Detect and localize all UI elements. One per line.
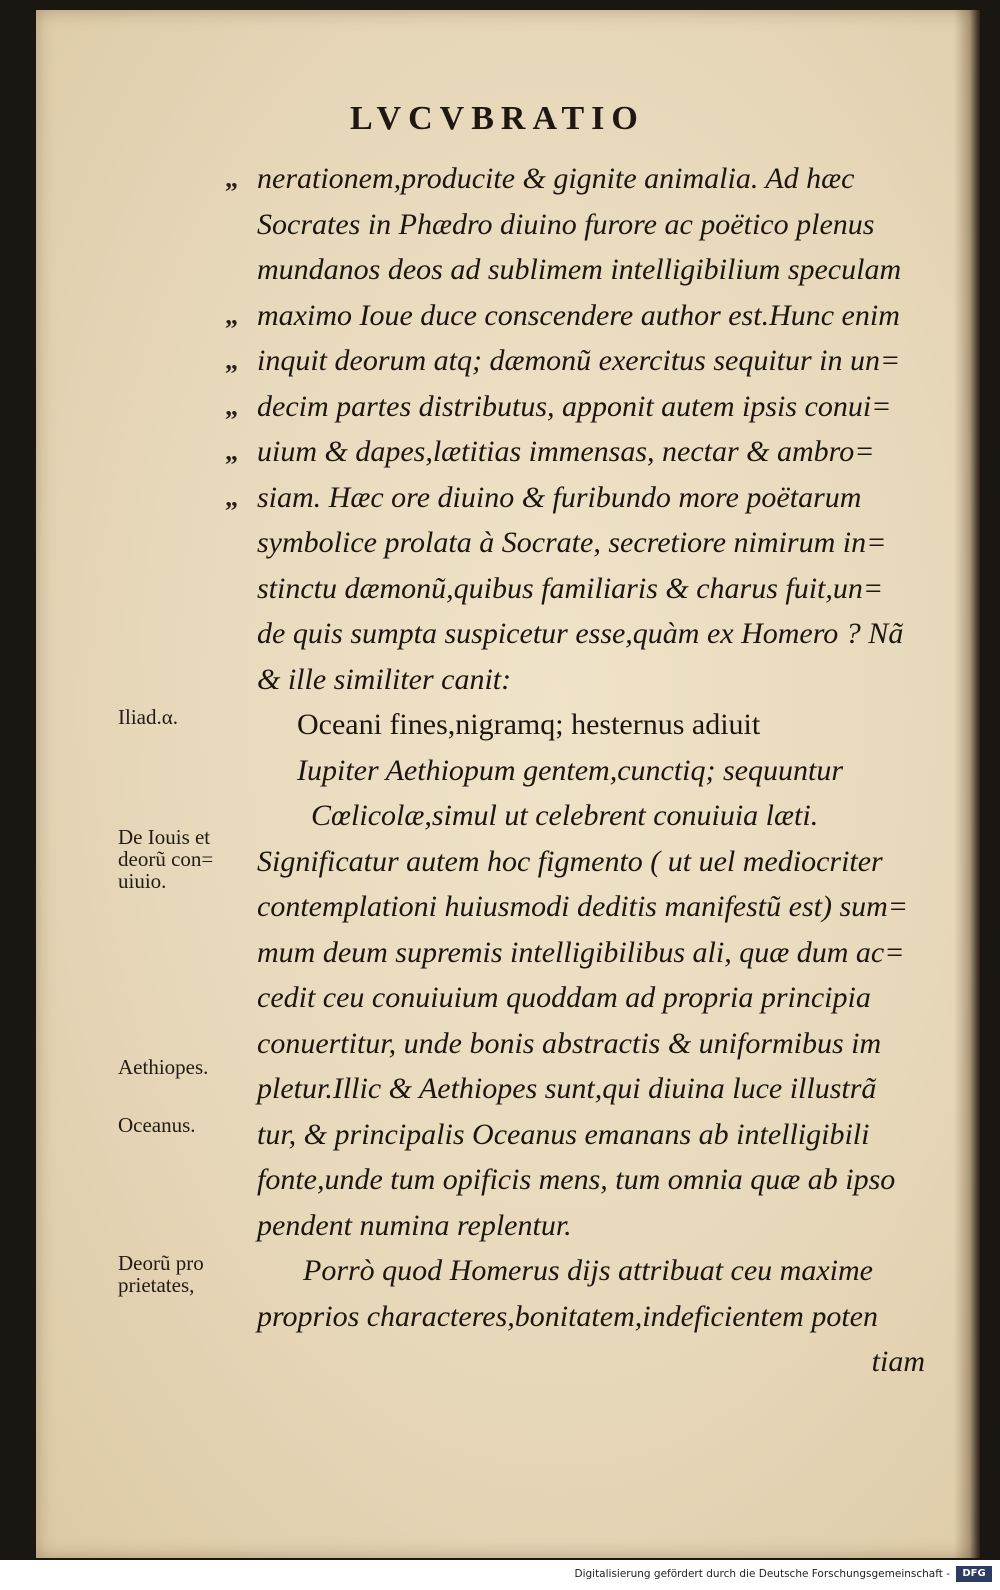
- text-line: [225, 202, 965, 248]
- line-text: mundanos deos ad sublimem intelligibilium speculam: [257, 253, 902, 286]
- margin-note-line: De Iouis et: [118, 825, 211, 849]
- footer-bar: [0, 1560, 1000, 1590]
- text-line: [225, 1021, 965, 1067]
- quote-mark: „: [225, 391, 238, 421]
- verse-text: Iupiter Aethiopum gentem,cunctiq; sequuntur: [297, 753, 844, 787]
- text-line: [225, 1157, 965, 1203]
- line-text: pendent numina replentur.: [257, 1208, 572, 1242]
- dfg-logo: DFG: [956, 1566, 992, 1582]
- line-text: Porrò quod Homerus dijs attribuat ceu maxime: [303, 1254, 873, 1287]
- line-text: tur, & principalis Oceanus emanans ab intelligibili: [257, 1117, 870, 1151]
- quote-mark: „: [225, 346, 238, 375]
- text-line: [225, 657, 965, 703]
- text-line: [225, 429, 965, 475]
- running-head: LVCVBRATIO: [350, 100, 645, 137]
- margin-note-de-iouis: [118, 826, 258, 892]
- line-text: cedit ceu conuiuium quoddam ad propria principia: [257, 981, 871, 1014]
- text-line: [225, 384, 965, 430]
- main-text-block: [225, 156, 965, 1385]
- text-line: [225, 1294, 965, 1340]
- verse-line: [225, 793, 965, 839]
- line-text: inquit deorum atq; dæmonũ exercitus sequitur in un=: [257, 344, 901, 377]
- line-text: decim partes distributus, apponit autem ipsis conui=: [257, 389, 892, 423]
- verse-line: [225, 748, 965, 794]
- margin-note-deorum: [118, 1252, 258, 1296]
- text-line: [225, 1203, 965, 1249]
- text-line: [225, 338, 965, 384]
- text-line: [225, 611, 965, 657]
- line-text: nerationem,producite & gignite animalia. Ad hæc: [257, 162, 855, 195]
- text-line: [225, 520, 965, 566]
- text-line: [225, 930, 965, 976]
- text-line: [225, 156, 965, 202]
- footer-credit: Digitalisierung gefördert durch die Deutsche Forschungsgemeinschaft -: [574, 1568, 950, 1580]
- text-line: [225, 1248, 965, 1294]
- margin-note-iliad: Iliad.α.: [118, 705, 178, 729]
- catchword-line: [225, 1339, 965, 1385]
- line-text: maximo Ioue duce conscendere author est.Hunc enim: [257, 298, 900, 332]
- text-line: [225, 293, 965, 339]
- margin-note-line: deorũ con=: [118, 847, 214, 871]
- catchword: tiam: [871, 1345, 925, 1378]
- quote-mark: „: [225, 300, 238, 330]
- text-line: [225, 1112, 965, 1158]
- margin-note-line: prietates,: [118, 1273, 195, 1297]
- line-text: Significatur autem hoc figmento ( ut uel mediocriter: [257, 844, 883, 878]
- line-text: stinctu dæmonũ,quibus familiaris & charus fuit,un=: [257, 571, 884, 605]
- line-text: Socrates in Phædro diuino furore ac poëtico plenus: [257, 207, 875, 241]
- quote-mark: „: [225, 164, 238, 193]
- line-text: uium & dapes,lætitias immensas, nectar & ambro=: [257, 435, 875, 468]
- line-text: & ille similiter canit:: [257, 662, 512, 696]
- quote-mark: „: [225, 437, 238, 466]
- verse-line: [225, 702, 965, 748]
- text-line: [225, 975, 965, 1021]
- line-text: conuertitur, unde bonis abstractis & uniformibus im: [257, 1026, 882, 1060]
- text-line: [225, 1066, 965, 1112]
- verse-text: Cœlicolæ,simul ut celebrent conuiuia læti.: [311, 799, 819, 832]
- verse-text: Oceani fines,nigramq; hesternus adiuit: [297, 708, 761, 741]
- text-line: [225, 566, 965, 612]
- line-text: mum deum supremis intelligibilibus ali, quæ dum ac=: [257, 935, 905, 969]
- line-text: de quis sumpta suspicetur esse,quàm ex Homero ? Nã: [257, 617, 904, 650]
- line-text: proprios characteres,bonitatem,indeficientem poten: [257, 1299, 878, 1333]
- line-text: siam. Hæc ore diuino & furibundo more poëtarum: [257, 480, 862, 514]
- margin-note-line: uiuio.: [118, 869, 167, 893]
- line-text: pletur.Illic & Aethiopes sunt,qui diuina luce illustrã: [257, 1072, 877, 1105]
- text-line: [225, 247, 965, 293]
- quote-mark: „: [225, 482, 238, 512]
- line-text: contemplationi huiusmodi deditis manifestũ est) sum=: [257, 890, 909, 923]
- margin-note-aethiopes: Aethiopes.: [118, 1055, 209, 1079]
- margin-note-oceanus: Oceanus.: [118, 1113, 196, 1137]
- line-text: symbolice prolata à Socrate, secretiore nimirum in=: [257, 526, 887, 559]
- text-line: [225, 475, 965, 521]
- text-line: [225, 884, 965, 930]
- text-line: [225, 839, 965, 885]
- margin-note-line: Deorũ pro: [118, 1251, 204, 1275]
- line-text: fonte,unde tum opificis mens, tum omnia quæ ab ipso: [257, 1163, 896, 1196]
